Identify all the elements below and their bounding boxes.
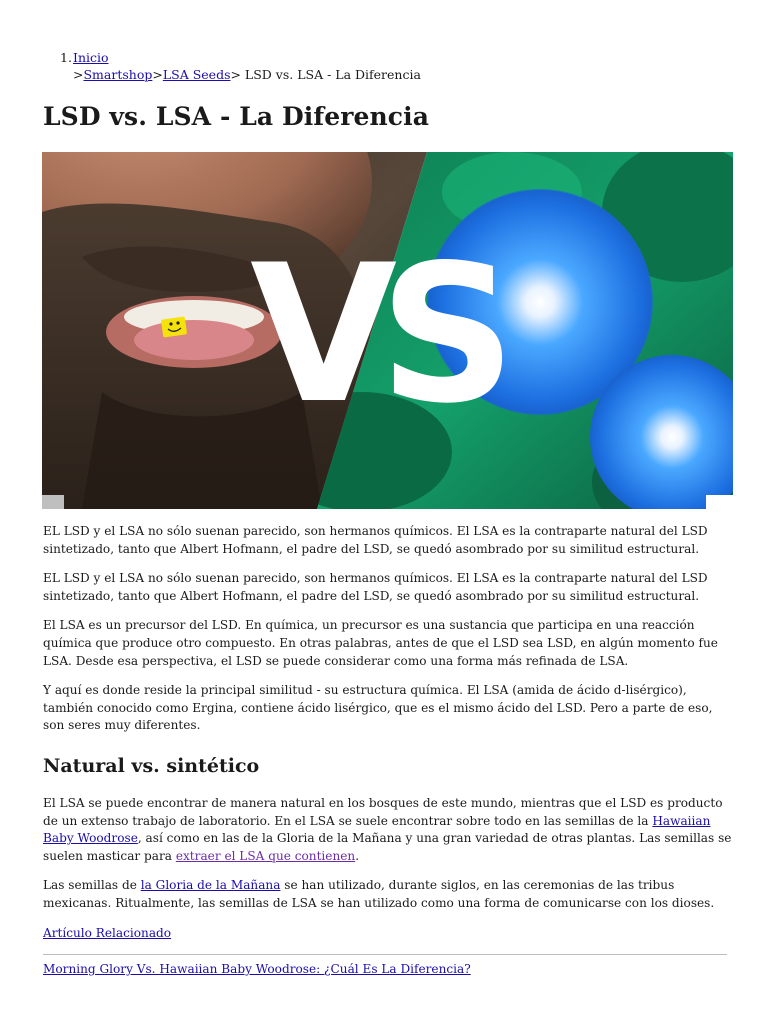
intro-paragraph: EL LSD y el LSA no sólo suenan parecido, son hermanos químicos. El LSA es la contraparte natural del LSD sintetizado, tanto que Albert Hofmann, el padre del LSD, se quedó asombrado por su similitud estructural. xyxy=(43,524,708,556)
precursor-paragraph: El LSA es un precursor del LSD. En química, un precursor es una sustancia que participa en una reacción química que produce otro compuesto. En otras palabras, antes de que el LSD sea LSD, en algún momento fue LSA. Desde esa perspectiva, el LSD se puede considerar como una forma más refinada de LSA. xyxy=(43,618,718,668)
natural-paragraph xyxy=(43,795,733,865)
related-article-link[interactable]: Morning Glory Vs. Hawaiian Baby Woodrose: ¿Cuál Es La Diferencia? xyxy=(43,962,471,977)
text-run: . xyxy=(355,848,360,863)
hero-illustration xyxy=(42,152,733,509)
intro-paragraph: EL LSD y el LSA no sólo suenan parecido, son hermanos químicos. El LSA es la contraparte natural del LSD sintetizado, tanto que Albert Hofmann, el padre del LSD, se quedó asombrado por su similitud estructural. xyxy=(43,571,708,603)
breadcrumb-home-link[interactable]: Inicio xyxy=(73,50,109,65)
breadcrumb-smartshop-link[interactable]: Smartshop xyxy=(83,67,153,82)
breadcrumb xyxy=(0,49,421,83)
breadcrumb-number: 1. xyxy=(60,50,72,65)
text-run: se han utilizado, durante siglos, en las ceremonias de las tribus mexicanas. Ritualmente, las semillas de LSA se han utilizado como una forma de comunicarse con los dioses. xyxy=(43,878,715,910)
morning-glory-link[interactable]: la Gloria de la Mañana xyxy=(140,878,281,893)
extract-lsa-link[interactable]: extraer el LSA que contienen xyxy=(175,848,356,863)
vs-graphic: VS xyxy=(250,224,498,445)
breadcrumb-separator: > xyxy=(152,67,163,82)
article-body xyxy=(43,523,733,991)
related-article-label-link[interactable]: Artículo Relacionado xyxy=(43,925,172,940)
text-run: El LSA se puede encontrar de manera natural en los bosques de este mundo, mientras que el LSD es producto de un extenso trabajo de laboratorio. En el LSA se suele encontrar sobre todo en las semillas de la xyxy=(43,795,723,828)
related-article-block xyxy=(43,925,733,943)
divider xyxy=(43,954,727,955)
hawaiian-baby-woodrose-link[interactable]: Hawaiian Baby Woodrose xyxy=(43,813,711,846)
related-article-block xyxy=(43,961,733,979)
similarity-paragraph: Y aquí es donde reside la principal similitud - su estructura química. El LSA (amida de ácido d-lisérgico), también conocido como Ergina, contiene ácido lisérgico, que es el mismo ácido del LSD. Pero a parte de eso, son seres muy diferentes. xyxy=(43,683,713,733)
breadcrumb-lsa-seeds-link[interactable]: LSA Seeds xyxy=(162,67,231,82)
breadcrumb-separator: > xyxy=(73,67,84,82)
breadcrumb-item xyxy=(60,49,421,66)
breadcrumb-trail xyxy=(73,66,421,83)
section-heading: Natural vs. sintético xyxy=(43,754,260,777)
ritual-paragraph xyxy=(43,877,733,912)
hero-image xyxy=(42,152,733,509)
text-run: Las semillas de xyxy=(43,878,141,893)
text-run: , así como en las de la Gloria de la Mañana y una gran variedad de otras plantas. Las semillas se suelen masticar para xyxy=(43,831,732,863)
breadcrumb-current: > LSD vs. LSA - La Diferencia xyxy=(230,67,421,82)
page-title: LSD vs. LSA - La Diferencia xyxy=(43,102,430,131)
